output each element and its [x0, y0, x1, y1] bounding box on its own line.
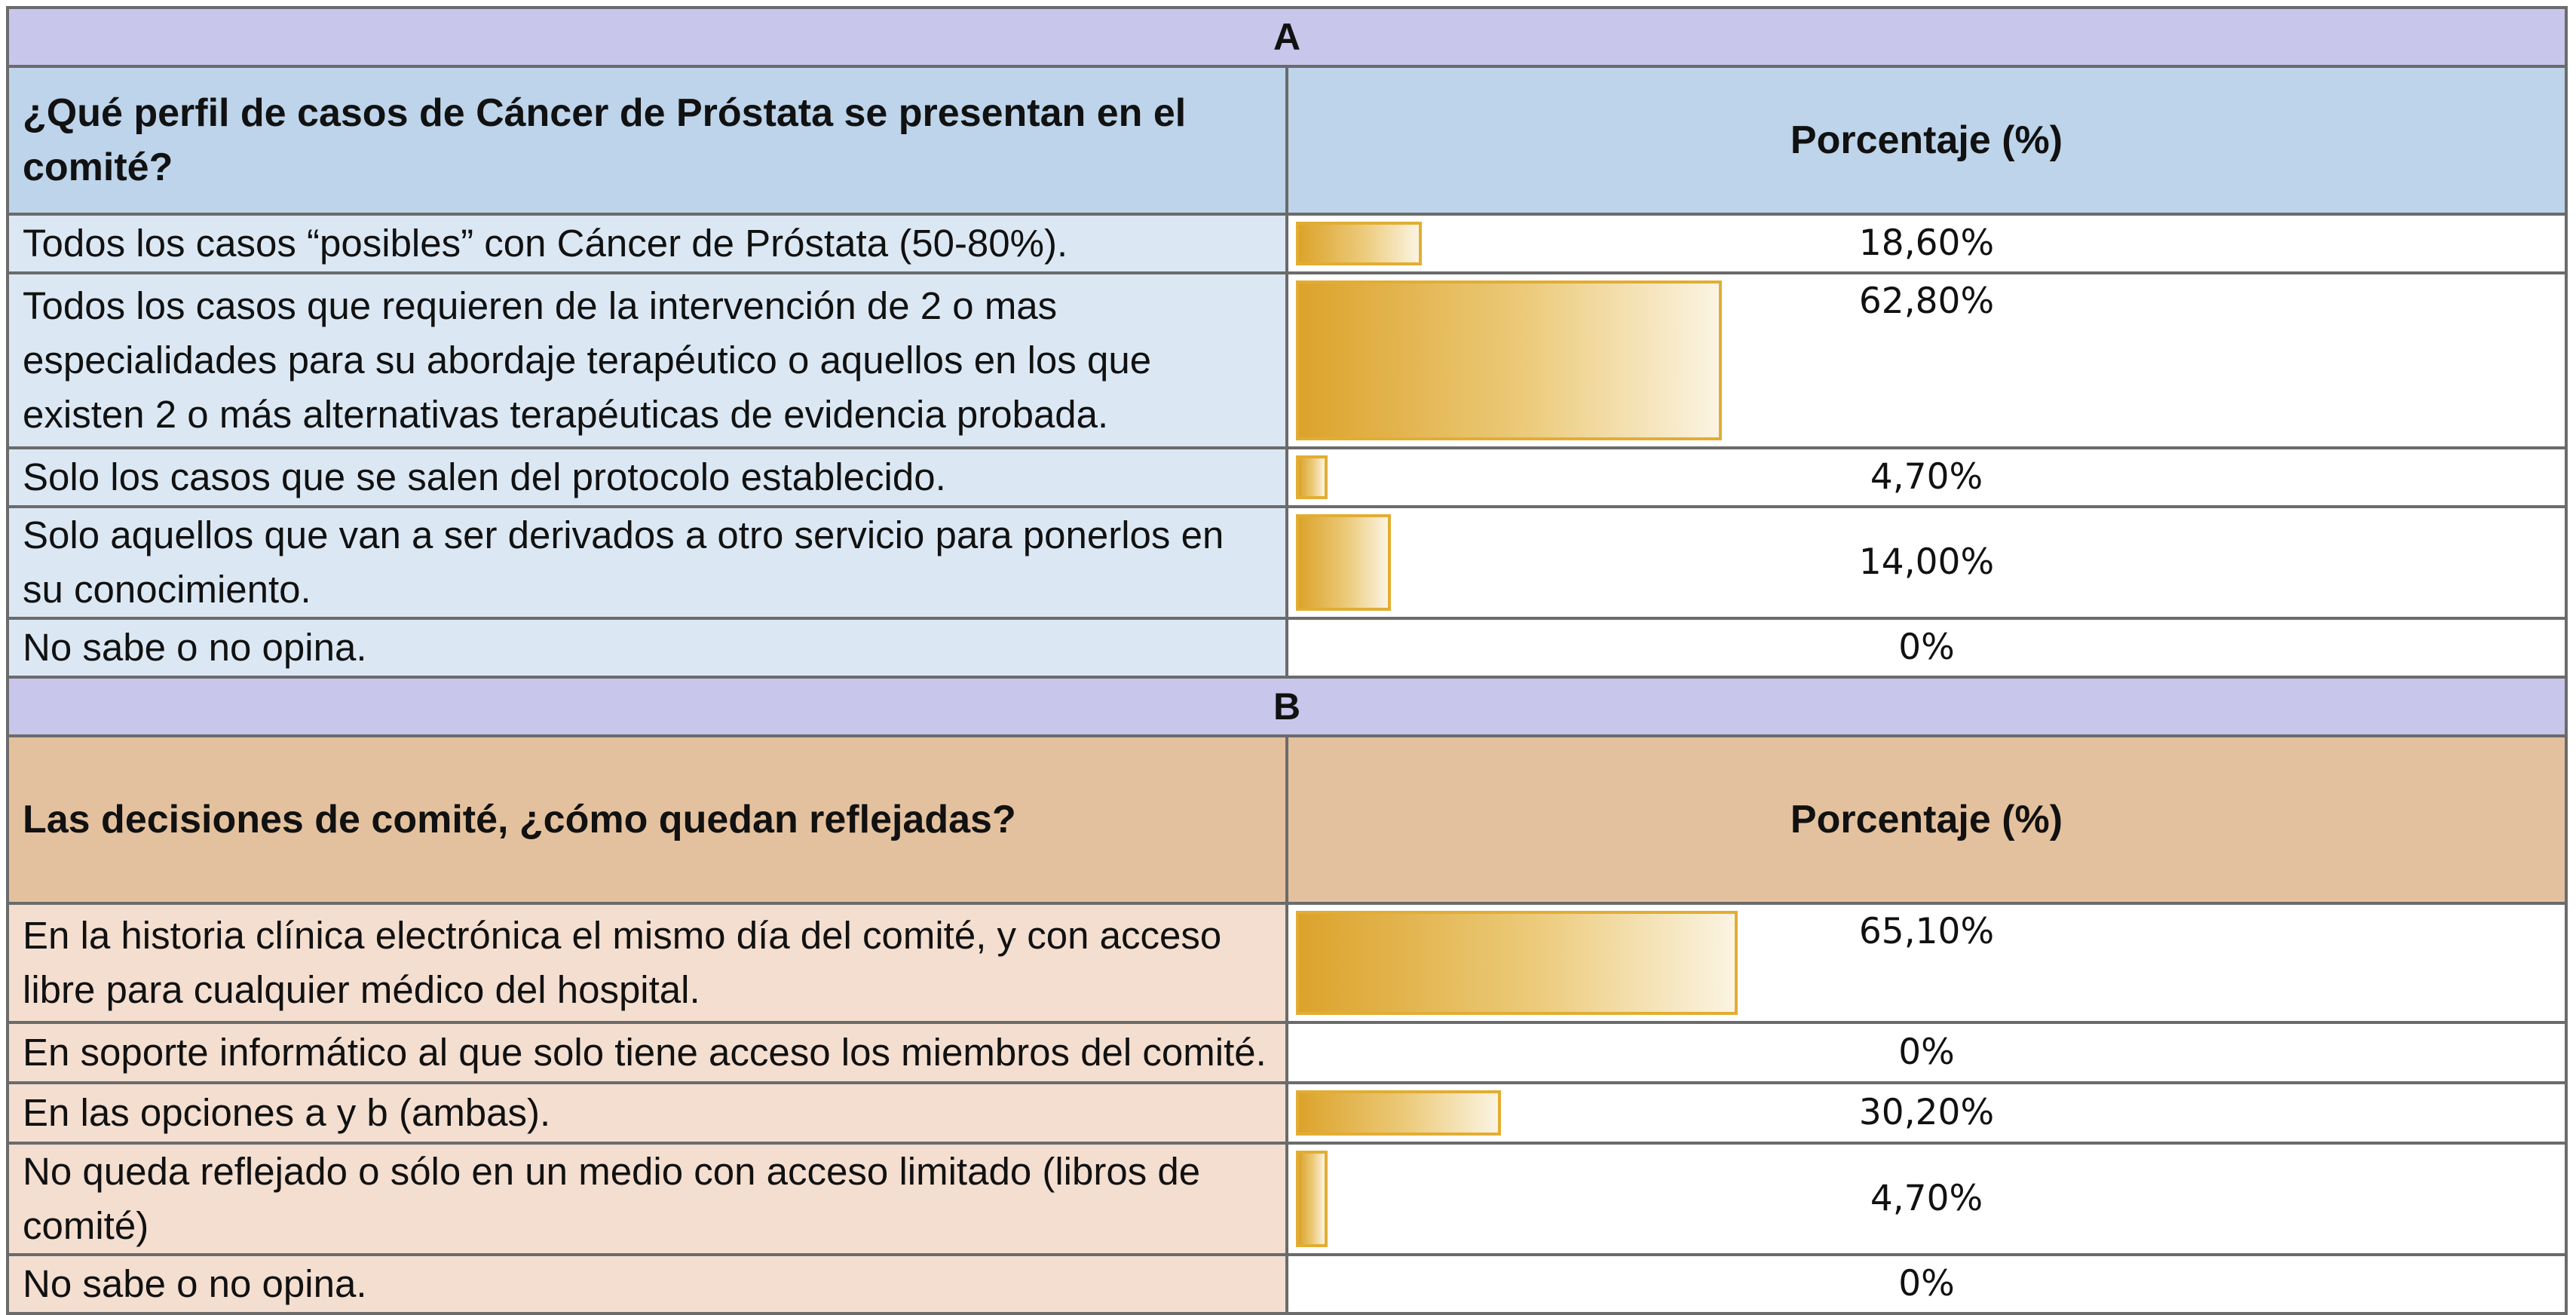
table-row	[8, 273, 2566, 448]
table-row	[8, 1083, 2566, 1143]
value-cell	[1287, 448, 2566, 507]
panel-a-question: ¿Qué perfil de casos de Cáncer de Próstata se presentan en el comité?	[8, 66, 1287, 214]
category-label: En la historia clínica electrónica el mismo día del comité, y con acceso libre para cualquier médico del hospital.	[8, 903, 1287, 1022]
data-label: 0%	[1898, 1031, 1955, 1073]
panel-b-label: B	[8, 677, 2566, 736]
category-label: No queda reflejado o sólo en un medio con acceso limitado (libros de comité)	[8, 1143, 1287, 1255]
data-label: 0%	[1898, 627, 1955, 668]
data-label: 65,10%	[1858, 911, 1995, 952]
table-row	[8, 1143, 2566, 1255]
value-cell	[1287, 273, 2566, 448]
table-row	[8, 214, 2566, 273]
value-cell	[1287, 1022, 2566, 1083]
data-label: 30,20%	[1858, 1092, 1995, 1133]
table-row	[8, 448, 2566, 507]
category-label: En las opciones a y b (ambas).	[8, 1083, 1287, 1143]
category-label: Solo los casos que se salen del protocolo establecido.	[8, 448, 1287, 507]
category-label: No sabe o no opina.	[8, 1255, 1287, 1313]
data-label: 62,80%	[1858, 280, 1995, 322]
table-row	[8, 507, 2566, 618]
panel-b-value-header: Porcentaje (%)	[1287, 736, 2566, 903]
value-cell	[1287, 214, 2566, 273]
survey-results-table	[6, 6, 2568, 1315]
table-row	[8, 903, 2566, 1022]
table-row	[8, 1022, 2566, 1083]
data-label: 4,70%	[1870, 1178, 1983, 1219]
panel-b-question: Las decisiones de comité, ¿cómo quedan reflejadas?	[8, 736, 1287, 903]
value-cell	[1287, 1255, 2566, 1313]
data-label: 0%	[1898, 1263, 1955, 1304]
value-cell	[1287, 1083, 2566, 1143]
table-row	[8, 1255, 2566, 1313]
category-label: Todos los casos “posibles” con Cáncer de Próstata (50-80%).	[8, 214, 1287, 273]
value-cell	[1287, 507, 2566, 618]
value-cell	[1287, 1143, 2566, 1255]
category-label: En soporte informático al que solo tiene acceso los miembros del comité.	[8, 1022, 1287, 1083]
category-label: No sabe o no opina.	[8, 618, 1287, 677]
panel-a-value-header: Porcentaje (%)	[1287, 66, 2566, 214]
results-grid	[6, 6, 2568, 1315]
value-cell	[1287, 903, 2566, 1022]
panel-a-section-band	[8, 8, 2566, 66]
panel-a-label: A	[8, 8, 2566, 66]
data-label: 4,70%	[1870, 456, 1983, 498]
panel-a-header-row	[8, 66, 2566, 214]
panel-b-section-band	[8, 677, 2566, 736]
table-row	[8, 618, 2566, 677]
data-label: 18,60%	[1858, 222, 1995, 264]
category-label: Todos los casos que requieren de la intervención de 2 o mas especialidades para su abordaje terapéutico o aquellos en los que existen 2 o más alternativas terapéuticas de evidencia probada.	[8, 273, 1287, 448]
value-cell	[1287, 618, 2566, 677]
panel-b-header-row	[8, 736, 2566, 903]
category-label: Solo aquellos que van a ser derivados a otro servicio para ponerlos en su conocimiento.	[8, 507, 1287, 618]
data-label: 14,00%	[1858, 541, 1995, 583]
